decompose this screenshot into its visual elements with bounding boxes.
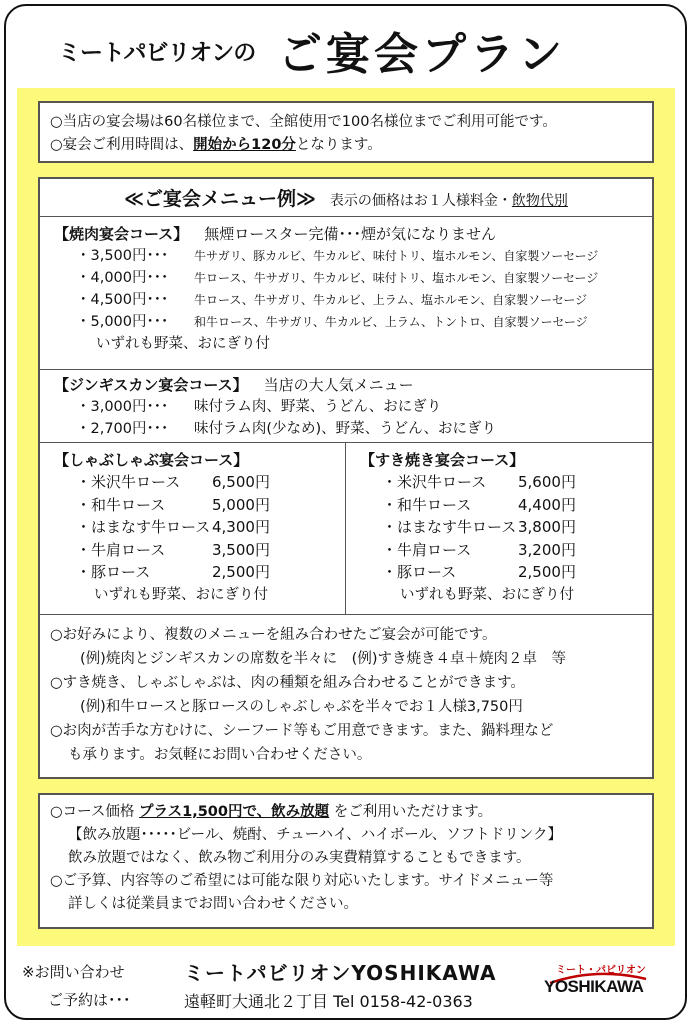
list-item — [360, 494, 638, 517]
info-line-2: (例)焼肉とジンギスカンの席数を半々に (例)すき焼き４卓＋焼肉２卓 等 — [80, 651, 566, 667]
yakiniku-desc: 無煙ロースター完備･･･煙が気になりません — [204, 225, 497, 243]
contact-label: ※お問い合わせ — [22, 963, 125, 981]
item-name: ・はまなす牛ロース — [382, 518, 517, 536]
item-content: 味付ラム肉(少なめ)、野菜、うどん、おにぎり — [194, 421, 497, 437]
item-name: ・米沢牛ロース — [382, 473, 487, 491]
list-item — [54, 516, 331, 539]
menu-note-b: 飲物代別 — [511, 193, 568, 209]
item-price: 3,500円 — [212, 540, 270, 559]
shabu-heading: 【しゃぶしゃぶ宴会コース】 — [54, 451, 249, 469]
footer — [0, 955, 691, 1020]
sukiyaki-column — [346, 443, 652, 614]
item-name: ・はまなす牛ロース — [76, 518, 211, 536]
sukiyaki-note: いずれも野菜、おにぎり付 — [400, 586, 574, 603]
drinks-highlight: プラス1,500円で、飲み放題 — [139, 804, 330, 820]
list-item — [54, 539, 331, 562]
item-price: 2,500円 — [518, 563, 576, 581]
menu-box — [38, 177, 654, 779]
list-item — [360, 471, 638, 494]
intro-box — [38, 101, 654, 163]
menu-info — [40, 615, 652, 775]
item-name: ・牛肩ロース — [382, 540, 472, 559]
info-line-6: も承ります。お気軽にお問い合わせください。 — [68, 747, 372, 763]
yakiniku-note: いずれも野菜、おにぎり付 — [96, 336, 270, 352]
info-line-3: ○すき焼き、しゃぶしゃぶは、肉の種類を組み合わせることができます。 — [50, 675, 525, 691]
list-item — [54, 245, 638, 267]
item-price: 2,500円 — [212, 563, 270, 581]
item-content: 牛ロース、牛サガリ、牛カルビ、味付トリ、塩ホルモン、自家製ソーセージ — [194, 271, 599, 285]
item-content: 牛サガリ、豚カルビ、牛カルビ、味付トリ、塩ホルモン、自家製ソーセージ — [194, 249, 599, 263]
item-price: 5,600円 — [518, 473, 576, 491]
drinks-line-2: 【飲み放題･････ビール、焼酎、チューハイ、ハイボール、ソフトドリンク】 — [68, 827, 563, 843]
list-item — [360, 516, 638, 539]
yakiniku-heading: 【焼肉宴会コース】 — [54, 225, 189, 243]
drinks-line-3: 飲み放題ではなく、飲み物ご利用分のみ実費精算することもできます。 — [68, 850, 531, 866]
list-item — [54, 289, 638, 311]
list-item — [54, 311, 638, 333]
item-name: ・豚ロース — [382, 563, 457, 581]
list-item — [360, 561, 638, 584]
logo-small-text: ミート・パビリオン — [556, 965, 646, 976]
sukiyaki-heading: 【すき焼き宴会コース】 — [360, 451, 525, 469]
item-name: ・和牛ロース — [382, 495, 472, 514]
item-content: 牛ロース、牛サガリ、牛カルビ、上ラム、塩ホルモン、自家製ソーセージ — [194, 293, 588, 307]
intro-line-2-a: ○宴会ご利用時間は、 — [50, 137, 194, 153]
list-item — [360, 539, 638, 562]
menu-title-row — [40, 179, 652, 217]
shop-name: ミートパビリオンYOSHIKAWA — [184, 961, 497, 985]
list-item — [54, 494, 331, 517]
list-item — [54, 396, 638, 418]
item-price: ・5,000円･･･ — [76, 314, 169, 330]
list-item — [54, 471, 331, 494]
reservation-label: ご予約は･･･ — [48, 991, 131, 1009]
header — [0, 10, 691, 80]
item-price: 5,000円 — [212, 495, 270, 514]
intro-time-highlight: 開始から120分 — [193, 137, 296, 153]
item-content: 味付ラム肉、野菜、うどん、おにぎり — [194, 399, 442, 415]
drinks-line-1 — [50, 801, 642, 824]
intro-line-2 — [50, 134, 642, 157]
info-line-4: (例)和牛ロースと豚ロースのしゃぶしゃぶを半々でお１人様3,750円 — [80, 699, 523, 715]
menu-price-note — [330, 193, 568, 209]
list-item — [54, 267, 638, 289]
shop-logo — [542, 961, 652, 1005]
item-name: ・豚ロース — [76, 563, 151, 581]
shabu-sukiyaki-section — [40, 443, 652, 615]
jingis-heading: 【ジンギスカン宴会コース】 — [54, 376, 248, 394]
header-subtitle: ミートパビリオンの — [58, 40, 256, 66]
item-price: 3,200円 — [518, 540, 576, 559]
drinks-line-1-a: ○コース価格 — [50, 804, 140, 820]
yakiniku-section — [40, 217, 652, 370]
intro-line-2-c: となります。 — [295, 137, 382, 153]
jingis-heading-row — [54, 374, 638, 396]
shabu-note: いずれも野菜、おにぎり付 — [94, 586, 268, 603]
item-price: ・4,500円･･･ — [76, 292, 169, 308]
info-line-1: ○お好みにより、複数のメニューを組み合わせたご宴会が可能です。 — [50, 627, 497, 643]
item-price: 4,400円 — [518, 495, 576, 514]
drinks-line-5: 詳しくは従業員までお問い合わせください。 — [68, 896, 358, 912]
logo-big-text: YOSHIKAWA — [544, 977, 644, 996]
page-title: ご宴会プラン — [278, 29, 566, 80]
info-line-5: ○お肉が苦手な方むけに、シーフード等もご用意できます。また、鍋料理など — [50, 723, 554, 739]
yakiniku-heading-row — [54, 223, 638, 245]
item-price: 4,300円 — [212, 518, 270, 536]
item-name: ・和牛ロース — [76, 495, 166, 514]
item-content: 和牛ロース、牛サガリ、牛カルビ、上ラム、トントロ、自家製ソーセージ — [194, 315, 588, 329]
drinks-box — [38, 793, 654, 929]
intro-line-1: ○当店の宴会場は60名様位まで、全館使用で100名様位までご利用可能です。 — [50, 114, 557, 130]
item-price: ・2,700円･･･ — [76, 421, 169, 437]
menu-title: ≪ご宴会メニュー例≫ — [124, 188, 316, 210]
item-price: 3,800円 — [518, 518, 576, 536]
item-price: ・3,500円･･･ — [76, 248, 169, 264]
item-name: ・牛肩ロース — [76, 540, 166, 559]
jingis-section — [40, 370, 652, 443]
item-price: 6,500円 — [212, 473, 270, 491]
shop-address: 遠軽町大通北２丁目 Tel 0158-42-0363 — [184, 992, 473, 1011]
jingis-desc: 当店の大人気メニュー — [263, 376, 414, 394]
list-item — [54, 418, 638, 440]
drinks-line-1-c: をご利用いただけます。 — [329, 804, 493, 820]
shabu-column — [40, 443, 346, 614]
list-item — [54, 561, 331, 584]
drinks-line-4: ○ご予算、内容等のご希望には可能な限り対応いたします。サイドメニュー等 — [50, 873, 554, 889]
menu-note-a: 表示の価格はお１人様料金・ — [329, 193, 512, 209]
item-name: ・米沢牛ロース — [76, 473, 181, 491]
item-price: ・3,000円･･･ — [76, 399, 169, 415]
item-price: ・4,000円･･･ — [76, 270, 169, 286]
